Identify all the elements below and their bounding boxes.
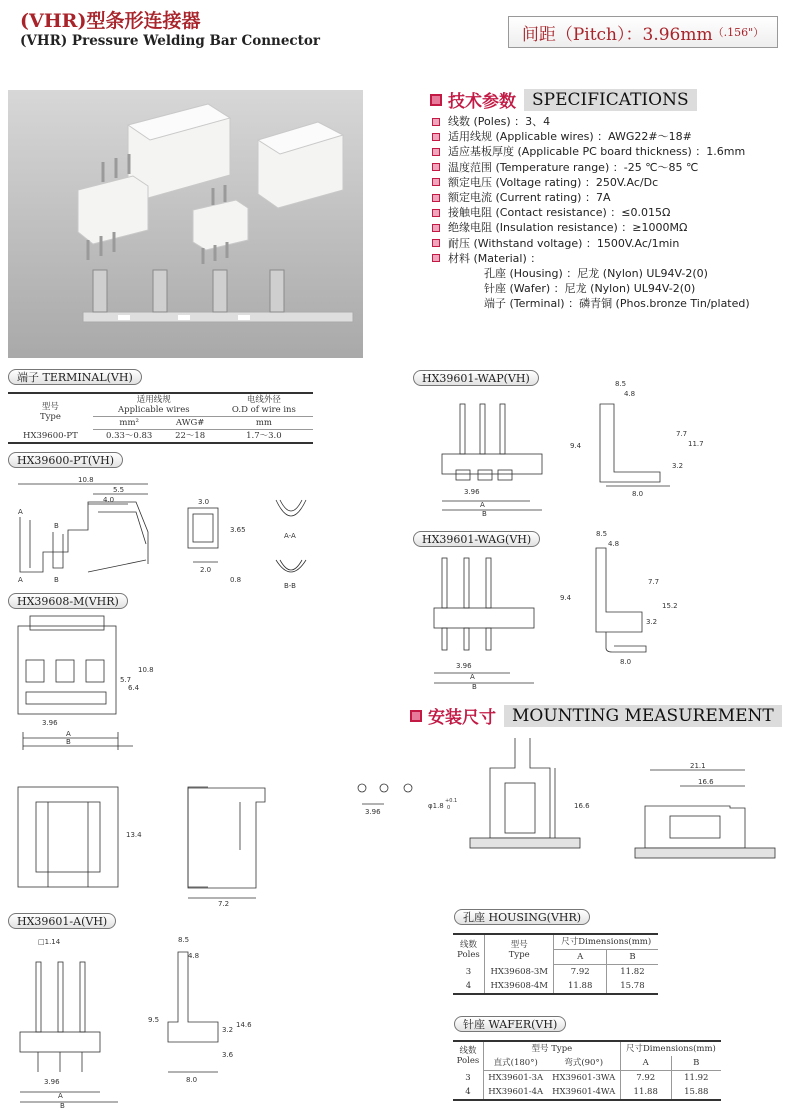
dim-label: 5.5 bbox=[113, 486, 125, 494]
page-title-cn: (VHR)型条形连接器 bbox=[20, 10, 201, 32]
specs-list bbox=[432, 114, 750, 312]
dim-label: 8.5 bbox=[178, 936, 190, 944]
dim-label: A bbox=[18, 508, 23, 516]
dim-label: 4.0 bbox=[103, 496, 115, 504]
dim-label: 3.65 bbox=[230, 526, 246, 534]
dim-label: 16.6 bbox=[698, 778, 714, 786]
mounting-heading-cn: 安装尺寸 bbox=[428, 708, 496, 728]
dim-label: 15.2 bbox=[662, 602, 678, 610]
pitch-inch: （.156"） bbox=[712, 26, 765, 39]
pitch-box bbox=[508, 16, 778, 48]
dim-label: 9.5 bbox=[148, 1016, 160, 1024]
dim-label: 3.96 bbox=[42, 719, 58, 727]
dim-label: A bbox=[66, 730, 71, 738]
dim-label: 10.8 bbox=[78, 476, 94, 484]
dim-label: 8.0 bbox=[186, 1076, 198, 1084]
dim-label: A bbox=[470, 673, 475, 681]
material-item: 针座 (Wafer) ：尼龙 (Nylon) UL94V-2(0) bbox=[484, 282, 696, 296]
bullet-square-icon bbox=[432, 224, 440, 232]
connector-photo-drawing bbox=[8, 90, 363, 358]
table-row: 4 HX39608-4M 11.88 15.78 bbox=[453, 979, 658, 994]
dim-label: B bbox=[472, 683, 477, 690]
product-photo bbox=[8, 90, 363, 358]
bullet-square-icon bbox=[432, 239, 440, 247]
pt-drawing bbox=[8, 472, 338, 590]
a-drawing bbox=[8, 932, 258, 1110]
mounting-heading bbox=[410, 703, 782, 728]
specs-heading-cn: 技术参数 bbox=[448, 92, 516, 112]
specs-heading-en: SPECIFICATIONS bbox=[524, 89, 697, 111]
dim-label: 13.4 bbox=[126, 831, 142, 839]
spec-item: 耐压 (Withstand voltage) ：1500V.Ac/1min bbox=[432, 236, 750, 251]
dim-label: 3.96 bbox=[464, 488, 480, 496]
dim-label: 9.4 bbox=[560, 594, 572, 602]
dim-label: 3.2 bbox=[646, 618, 658, 626]
dim-label: φ1.8 bbox=[428, 802, 444, 810]
dim-label: 0.8 bbox=[230, 576, 242, 584]
dim-label: 3.0 bbox=[198, 498, 210, 506]
wap-section-label: HX39601-WAP(VH) bbox=[413, 370, 539, 386]
dim-label: 3.2 bbox=[222, 1026, 234, 1034]
dim-label: B bbox=[482, 510, 487, 518]
dim-label: 7.7 bbox=[676, 430, 688, 438]
housing-section-label: 孔座 HOUSING(VHR) bbox=[454, 909, 590, 925]
dim-label: 7.2 bbox=[218, 900, 230, 908]
dim-label: 4.8 bbox=[608, 540, 620, 548]
dim-label: 4.8 bbox=[624, 390, 636, 398]
spec-item: 线数 (Poles) ：3、4 bbox=[432, 114, 750, 129]
pt-section-label: HX39600-PT(VH) bbox=[8, 452, 123, 468]
wafer-table: 线数 Poles 型号 Type 尺寸Dimensions(mm) 直式(180°) 弯式(90°) A B 3 HX39601-3A HX39601-3WA 7.92 11.92 4 HX39601-4A HX39601-4WA 11.88 15.88 bbox=[453, 1040, 721, 1101]
dim-label: +0.1 bbox=[445, 798, 458, 804]
bullet-square-icon bbox=[432, 118, 440, 126]
dim-label: 8.0 bbox=[620, 658, 632, 666]
dim-label: B bbox=[60, 1102, 65, 1110]
bullet-square-icon bbox=[432, 194, 440, 202]
bullet-square-icon bbox=[432, 133, 440, 141]
bullet-square-icon bbox=[430, 94, 442, 106]
mounting-heading-en: MOUNTING MEASUREMENT bbox=[504, 705, 782, 727]
table-row: 4 HX39601-4A HX39601-4WA 11.88 15.88 bbox=[453, 1085, 721, 1100]
mounting-drawing bbox=[350, 728, 788, 866]
dim-label: A bbox=[18, 576, 23, 584]
bullet-square-icon bbox=[410, 710, 422, 722]
dim-label: 7.7 bbox=[648, 578, 660, 586]
spec-item: 绝缘电阻 (Insulation resistance) ：≥1000MΩ bbox=[432, 220, 750, 235]
dim-label: B-B bbox=[284, 582, 296, 590]
spec-item: 额定电流 (Current rating) ：7A bbox=[432, 190, 750, 205]
dim-label: 3.6 bbox=[222, 1051, 234, 1059]
material-item: 端子 (Terminal) ：磷青铜 (Phos.bronze Tin/plated) bbox=[484, 297, 750, 311]
spec-item: 适用线规 (Applicable wires) ：AWG22#～18# bbox=[432, 129, 750, 144]
spec-item: 适应基板厚度 (Applicable PC board thickness) ：1.6mm bbox=[432, 144, 750, 159]
spec-item: 额定电压 (Voltage rating) ：250V.Ac/Dc bbox=[432, 175, 750, 190]
dim-label: 8.5 bbox=[596, 530, 608, 538]
spec-item: 温度范围 (Temperature range) ：-25 ℃～85 ℃ bbox=[432, 160, 750, 175]
m-section-label: HX39608-M(VHR) bbox=[8, 593, 128, 609]
bullet-square-icon bbox=[432, 148, 440, 156]
spec-item: 材料 (Material) ： bbox=[432, 251, 750, 266]
m-side-drawing bbox=[180, 780, 280, 910]
table-row: 3 HX39601-3A HX39601-3WA 7.92 11.92 bbox=[453, 1071, 721, 1086]
m-drawing bbox=[8, 612, 208, 912]
dim-label: A bbox=[480, 501, 485, 509]
table-row: 3 HX39608-3M 7.92 11.82 bbox=[453, 965, 658, 980]
dim-label: 11.7 bbox=[688, 440, 704, 448]
dim-label: 10.8 bbox=[138, 666, 154, 674]
terminal-section-label: 端子 TERMINAL(VH) bbox=[8, 369, 142, 385]
dim-label: 3.96 bbox=[44, 1078, 60, 1086]
dim-label: 6.4 bbox=[128, 684, 140, 692]
spec-item: 接触电阻 (Contact resistance) ：≤0.015Ω bbox=[432, 205, 750, 220]
dim-label: 5.7 bbox=[120, 676, 132, 684]
wap-drawing bbox=[420, 376, 710, 518]
housing-table: 线数 Poles 型号 Type 尺寸Dimensions(mm) A B 3 HX39608-3M 7.92 11.82 4 HX39608-4M 11.88 15.78 bbox=[453, 933, 658, 995]
specs-heading bbox=[430, 87, 697, 112]
dim-label: A bbox=[58, 1092, 63, 1100]
dim-label: 3.96 bbox=[456, 662, 472, 670]
bullet-square-icon bbox=[432, 178, 440, 186]
bullet-square-icon bbox=[432, 254, 440, 262]
dim-label: 2.0 bbox=[200, 566, 212, 574]
dim-label: 8.5 bbox=[615, 380, 627, 388]
dim-label: 8.0 bbox=[632, 490, 644, 498]
dim-label: 16.6 bbox=[574, 802, 590, 810]
dim-label: □1.14 bbox=[38, 938, 61, 946]
dim-label: 3.2 bbox=[672, 462, 684, 470]
terminal-table: 型号 Type 适用线规 Applicable wires 电线外径 O.D of wire ins mm² AWG# mm HX39600-PT 0.33～0.83 22～18 1.7～3.0 bbox=[8, 392, 313, 444]
dim-label: 0 bbox=[447, 805, 451, 811]
dim-label: 21.1 bbox=[690, 762, 706, 770]
dim-label: 4.8 bbox=[188, 952, 200, 960]
bullet-square-icon bbox=[432, 209, 440, 217]
table-row: HX39600-PT 0.33～0.83 22～18 1.7～3.0 bbox=[8, 430, 313, 444]
wag-section-label: HX39601-WAG(VH) bbox=[413, 531, 540, 547]
dim-label: B bbox=[66, 738, 71, 746]
bullet-square-icon bbox=[432, 163, 440, 171]
dim-label: 3.96 bbox=[365, 808, 381, 816]
material-item: 孔座 (Housing) ：尼龙 (Nylon) UL94V-2(0) bbox=[484, 267, 708, 281]
pitch-label: 间距（Pitch）：3.96mm bbox=[521, 24, 713, 45]
wafer-section-label: 针座 WAFER(VH) bbox=[454, 1016, 566, 1032]
dim-label: B bbox=[54, 576, 59, 584]
dim-label: A-A bbox=[284, 532, 296, 540]
dim-label: 14.6 bbox=[236, 1021, 252, 1029]
page-title-en: (VHR) Pressure Welding Bar Connector bbox=[20, 33, 321, 49]
dim-label: 9.4 bbox=[570, 442, 582, 450]
dim-label: B bbox=[54, 522, 59, 530]
wag-drawing bbox=[420, 528, 710, 690]
a-section-label: HX39601-A(VH) bbox=[8, 913, 116, 929]
